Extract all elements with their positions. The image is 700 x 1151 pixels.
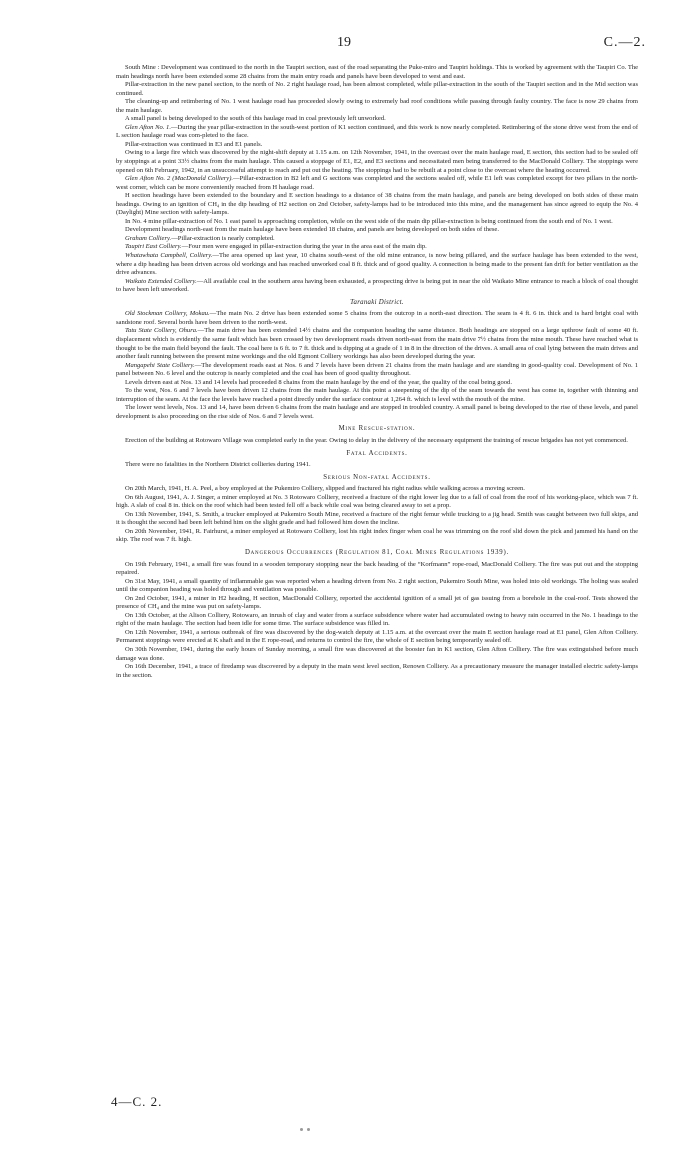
sheet-signature: 4—C. 2. — [111, 1094, 163, 1109]
paragraph-lead: Old Stockman Colliery, Mokau. — [125, 310, 210, 318]
paragraph: There were no fatalities in the Northern District collieries during 1941. — [125, 461, 311, 469]
scan-dots — [300, 1118, 360, 1124]
paragraph: To the west, Nos. 6 and 7 levels have been driven 12 chains from the main haulage. At this point a steepening of the dip of the seam towards the west has come in, together with thinning and interruption of the seam. At the face the levels have reached a point directly under the surface contour at 1,264 ft. which is level with the mouth of the mine. — [116, 387, 638, 403]
paragraph: Pillar-extraction in the new panel section, to the north of No. 2 right haulage road, has been almost completed, while pillar-extraction in the south of the Taupiri section and in the Mid section was continued. — [116, 81, 638, 97]
paragraph-text: —The main drive has been extended 14½ chains and the companion heading the same distance. Both headings are stopped on a large upthrow fault of some 40 ft. displacement which is evidently the same fault which has been crossed by two development roads driven north-east from the main drive 7½ chains from the mine mouth. These have reached what is thought to be the main field beyond the fault. The coal here is 6 ft. to 7 ft. thick and is dipping at a grade of 1 in 8 in the direction of the drives. A small area of coal lying between the main drives and another fault running between the present mine workings and the old Egmont Colliery workings has also been developed during the year. — [116, 327, 639, 361]
paragraph-lead: Tatu State Colliery, Ohura. — [125, 327, 198, 335]
paragraph-lead: Mangapehi State Colliery. — [125, 361, 195, 369]
paragraph: South Mine : Development was continued to the north in the Taupiri section, east of the road separating the Puke-miro and Taupiri holdings. This is worked by agreement with the Taupiri Co. The main headings north have been extended some 28 chains from the main entry roads and panels have been developed to west and east. — [116, 64, 638, 80]
section-heading: Fatal Accidents. — [346, 449, 408, 457]
paragraph: H section headings have been extended to the boundary and E section headings to a distance of 38 chains from the main haulage, and panels are being developed on both sides of these main headings. Owing to an ignition of CH₄ in the dip heading of H2 section on 2nd October, safety-lamps had to be introduced into this mine, and the management has since agreed to equip the No. 4 (Daylight) Mine section with safety-lamps. — [116, 192, 638, 217]
page-number: 19 — [337, 35, 351, 50]
paragraph — [116, 310, 638, 327]
section-heading: Taranaki District. — [350, 298, 404, 306]
paragraph-lead: Glen Afton No. 2 (MacDonald Colliery). — [125, 175, 234, 183]
paragraph-lead: Graham Colliery. — [125, 234, 172, 242]
paragraph: Levels driven east at Nos. 13 and 14 levels had proceeded 8 chains from the main haulage by the end of the year, the quality of the coal being good. — [125, 378, 512, 386]
paragraph-text: —All available coal in the southern area having been exhausted, a prospecting drive is being put in near the old Waikato Mine entrance to reach a block of coal thought to have been left unworked. — [116, 277, 639, 294]
paragraph-lead: Taupiri East Colliery. — [125, 243, 182, 251]
paragraph: The lower west levels, Nos. 13 and 14, have been driven 6 chains from the main haulage and are stopped in troubled country. A small panel is being developed to the rise of these levels, and panel development is also proceeding on the rise side of Nos. 6 and 7 levels west. — [116, 404, 638, 420]
paragraph-lead: Waikato Extended Colliery. — [125, 277, 197, 285]
paragraph: In No. 4 mine pillar-extraction of No. 1 east panel is approaching completion, while on the west side of the main dip pillar-extraction is being continued from the south end of No. 1 west. — [125, 217, 613, 225]
paragraph — [116, 278, 638, 295]
section-heading: Dangerous Occurrences (Regulation 81, Coal Mines Regulations 1939). — [244, 548, 510, 556]
paragraph: On 19th February, 1941, a small fire was found in a wooden temporary stopping near the back heading of the “Korfmann” rope-road, MacDonald Colliery. The fire was put out and the stopping repaired. — [116, 560, 638, 577]
paragraph-text: —Pillar-extraction in B2 left and G sections was completed and the sections sealed off, while E1 left was completed except for two pillars in the north-west corner, which can be more conveniently reached from H haulage road. — [116, 175, 638, 191]
paragraph: On 13th November, 1941, S. Smith, a trucker employed at Pukemiro South Mine, received a fracture of the right femur while trucking to a jig head. Smith was caught between two full skips, and it is thought the second had been left behind him on the slight grade and had followed him down the incline. — [116, 510, 638, 527]
paragraph: On 16th December, 1941, a trace of firedamp was discovered by a deputy in the main west level section, Renown Colliery. As a precautionary measure the manager installed electric safety-lamps in the section. — [116, 663, 638, 679]
paragraph-text: —The area opened up last year, 10 chains south-west of the old mine entrance, is now being pillared, and the surface haulage has been extended to the west, where a dip heading has been driven across old workings and has reached unworked coal 8 ft. thick and of good quality. A connection is being made to the present fan drift for better ventilation as the drive advances. — [116, 252, 638, 277]
paragraph: On 13th October, at the Alison Colliery, Rotowaro, an inrush of clay and water from a surface subsidence where water had accumulated owing to heavy rain occurred in the No. 1 headings to the right of the main haulage. The section had been idle for some time. The surface subsidence was filled in. — [116, 611, 638, 628]
paragraph-text: —The main No. 2 drive has been extended some 5 chains from the outcrop in a north-east direction. The seam is 4 ft. 6 in. thick and is hard bright coal with sandstone roof. Several bords have been driven to the north-west. — [116, 310, 639, 326]
section-heading: Mine Rescue-station. — [338, 425, 416, 433]
paragraph-lead: Whatawhata Campbell, Colliery. — [125, 252, 213, 260]
paragraph-text: —Four men were engaged in pillar-extraction during the year in the area east of the main dip. — [181, 243, 427, 251]
section-heading: Serious Non-fatal Accidents. — [323, 473, 431, 481]
paragraph — [116, 252, 638, 278]
paragraph: Owing to a large fire which was discovered by the night-shift deputy at 1.15 a.m. on 12th November, 1941, in the overcast over the main haulage road, E section, this section had to be sealed off by stoppings at a point 33½ chains from the main haulage. This caused a stoppage of E1, E2, and E3 sections and necessitated men being transferred to the MacDonald Colliery. The stoppings were opened on 6th February, 1942, in an unsuccessful attempt to reach and put out the heating. The stoppings had to be rebuilt at a point close to the overcast where the heating occurred. — [116, 149, 638, 174]
paragraph: On 2nd October, 1941, a miner in H2 heading, H section, MacDonald Colliery, reported the accidental ignition of a small jet of gas issuing from a borehole in the coal-roof. Tests showed the presence of CH₄ and the mine was put on safety-lamps. — [116, 594, 638, 611]
paragraph: On 31st May, 1941, a small quantity of inflammable gas was reported when a heading driven from No. 2 right section, Pukemiro South Mine, was holed into old workings. The holing was sealed until the companion heading was holed through and ventilation was possible. — [116, 577, 638, 594]
paragraph-text: —The development roads east at Nos. 6 and 7 levels have been driven 21 chains from the main haulage and are standing in good-quality coal. Development of No. 1 panel between No. 6 level and the outcrop is nearly completed and the coal has been of good quality throughout. — [116, 361, 638, 378]
paragraph: On 12th November, 1941, a serious outbreak of fire was discovered by the dog-watch deputy at 1.15 a.m. at the overcast over the main E section haulage road at E1 panel, Glen Afton Colliery. Permanent stoppings were erected at K shaft and in the E rope-road, and returns to control the fire, the whole of E section being temporarily sealed off. — [116, 628, 638, 645]
paragraph: The cleaning-up and retimbering of No. 1 west haulage road has proceeded slowly owing to extremely bad roof conditions while passing through faulty country. The face is now 29 chains from the main haulage. — [116, 98, 638, 114]
document-body — [116, 64, 638, 680]
paragraph: On 20th November, 1941, R. Fairhurst, a miner employed at Rotowaro Colliery, lost his right index finger when coal he was trimming on the roof slid down the pick and jammed his hand on the skip. The roof was 7 ft. high. — [116, 527, 638, 544]
paragraph: On 6th August, 1941, A. J. Singer, a miner employed at No. 3 Rotowaro Colliery, received a fracture of the right lower leg due to a fall of coal from the roof of his working-place, which was 7 ft. high. A slab of coal 8 in. thick on the roof which had been tested fell off a back while coal was being cleared away to set a prop. — [116, 493, 638, 510]
paragraph — [116, 175, 638, 192]
paragraph — [116, 362, 638, 379]
paragraph: On 20th March, 1941, H. A. Peel, a boy employed at the Pukemiro Colliery, slipped and fractured his right radius while walking across a moving screen. — [125, 485, 525, 493]
page-header — [0, 35, 700, 53]
paragraph: Pillar-extraction was continued in E3 and E1 panels. — [125, 140, 263, 148]
paragraph: Development headings north-east from the main haulage have been extended 18 chains, and panels are being developed on both sides of these. — [125, 226, 499, 234]
document-code: C.—2. — [603, 35, 646, 50]
paragraph — [116, 327, 638, 361]
paragraph — [116, 124, 638, 141]
paragraph — [116, 235, 638, 244]
paragraph: Erection of the building at Rotowaro Village was completed early in the year. Owing to delay in the delivery of the necessary equipment the training of rescue brigades has not yet commenced. — [125, 436, 628, 444]
paragraph — [116, 243, 638, 252]
paragraph: A small panel is being developed to the south of this haulage road in coal previously left unworked. — [125, 115, 386, 123]
paragraph-text: —During the year pillar-extraction in the south-west portion of K1 section continued, and this work is now nearly completed. Retimbering of the stone drive west from the end of L section haulage road was com-pleted to the face. — [116, 123, 639, 140]
paragraph-lead: Glen Afton No. 1. — [125, 123, 171, 131]
paragraph: On 30th November, 1941, during the early hours of Sunday morning, a small fire was discovered at the booster fan in K1 section, Glen Afton Colliery. The fire was extinguished before much damage was done. — [116, 646, 638, 662]
paragraph-text: —Pillar-extraction is nearly completed. — [171, 234, 275, 242]
